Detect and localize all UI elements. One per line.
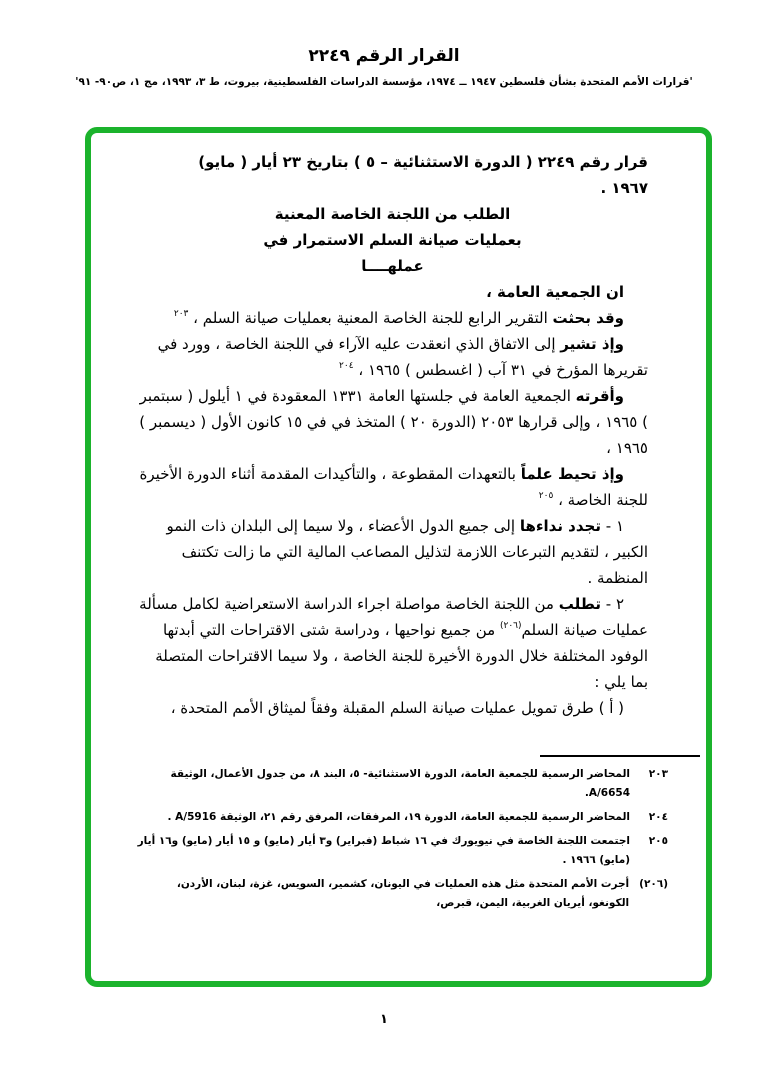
footnote-item	[137, 765, 668, 803]
footnote-reference: ٢٠٤	[339, 361, 354, 371]
resolution-content	[91, 133, 706, 913]
text-segment: ١ -	[600, 517, 624, 535]
page-title: القرار الرقم ٢٢٤٩	[308, 46, 460, 66]
text-segment: الجمعية العامة في جلستها العامة ١٣٣١ المعقودة في ١ أيلول ( سبتمبر ) ١٩٦٥ ، وإلى قرارها ٢٠٥٣ (الدورة ٢٠ ) المتخذ في في ١٥ كانون الأول ( ديسمبر ) ١٩٦٥ ،	[139, 387, 648, 457]
page-number: ١	[380, 1012, 388, 1027]
footnote-item	[137, 832, 668, 870]
text-segment: التقرير الرابع للجنة الخاصة المعنية بعمليات صيانة السلم ،	[188, 309, 553, 327]
footnote-text: المحاضر الرسمية للجمعية العامة، الدورة الاستثنائية- ٥، البند ٨، من جدول الأعمال، الوثيقة A/6654.	[170, 768, 630, 799]
footnote-number: ٢٠٤	[648, 811, 668, 823]
resolution-box	[85, 127, 712, 987]
footnotes-section	[137, 765, 668, 913]
footnote-reference: ٢٠٥	[538, 491, 554, 501]
footnote-separator	[540, 755, 700, 757]
footnote-item	[137, 875, 668, 913]
footnote-reference: (٢٠٦)	[499, 621, 522, 631]
text-segment: ٢ -	[600, 595, 624, 613]
body-paragraph	[137, 513, 648, 591]
text-segment-bold: تجدد نداءها	[519, 517, 601, 535]
footnote-text: المحاضر الرسمية للجمعية العامة، الدورة ١٩، المرفقات، المرفق رقم ٢١، الوثيقة A/5916 .	[167, 811, 630, 823]
text-segment-bold: وقد بحثت	[552, 309, 624, 327]
footnote-number: ٢٠٥	[648, 835, 668, 847]
footnote-item	[137, 808, 668, 827]
text-segment-bold: ان الجمعية العامة ،	[486, 283, 624, 301]
body-paragraph	[137, 305, 648, 331]
footnote-reference: ٢٠٣	[173, 309, 189, 319]
subject-line: بعمليات صيانة السلم الاستمرار في	[263, 231, 522, 249]
text-segment: إلى جميع الدول الأعضاء ، ولا سيما إلى البلدان ذات النمو الكبير ، لتقديم التبرعات اللازمة لتذليل المصاعب المالية التي ما زالت تكتنف المنظمة .	[166, 517, 648, 587]
body-paragraph	[137, 591, 648, 695]
text-segment-bold: وأقرته	[575, 387, 624, 405]
source-citation: 'قرارات الأمم المتحدة بشأن فلسطين ١٩٤٧ ــ ١٩٧٤، مؤسسة الدراسات الفلسطينية، بيروت، ط ٣، ١٩٩٣، مج ١، ص٩٠- ٩١'	[75, 76, 693, 88]
text-segment: من اللجنة الخاصة مواصلة اجراء الدراسة الاستعراضية لكامل مسألة عمليات صيانة السلم	[139, 595, 648, 639]
body-paragraph	[137, 331, 648, 383]
subject-line: عملهــــا	[361, 257, 424, 275]
footnote-text: اجتمعت اللجنة الخاصة في نيويورك في ١٦ شباط (فبراير) و٣ أيار (مايو) و ١٥ أيار (مايو) و١٦ أيار (مايو) ١٩٦٦ .	[137, 835, 630, 866]
heading-line: قرار رقم ٢٢٤٩ ( الدورة الاستثنائية – ٥ ) بتاريخ ٢٣ أيار ( مايو)	[198, 153, 648, 171]
body-paragraph	[137, 695, 648, 721]
footnote-number: ٢٠٣	[648, 768, 668, 780]
resolution-body	[137, 279, 648, 721]
footnote-number: (٢٠٦)	[639, 878, 668, 890]
text-segment: من جميع نواحيها ، ودراسة شتى الاقتراحات التي أبدتها الوفود المختلفة خلال الدورة الأخيرة للجنة الخاصة ، ولا سيما الاقتراحات المتصلة بما يلي :	[155, 621, 648, 691]
body-paragraph	[137, 383, 648, 461]
body-paragraph	[137, 461, 648, 513]
text-segment-bold: تطلب	[558, 595, 601, 613]
text-segment-bold: وإذ تشير	[560, 335, 624, 353]
resolution-heading	[137, 149, 648, 201]
footnote-text: أجرت الأمم المتحدة مثل هذه العمليات في اليونان، كشمير، السويس، غزة، لبنان، الأردن، الكونغو، أيريان الغربية، اليمن، قبرص،	[176, 878, 630, 909]
heading-line: ١٩٦٧ .	[600, 179, 648, 197]
text-segment: إلى الاتفاق الذي انعقدت عليه الآراء في اللجنة الخاصة ، وورد في تقريرها المؤرخ في ٣١ آب ( اغسطس ) ١٩٦٥ ،	[157, 335, 648, 379]
body-paragraph	[137, 279, 648, 305]
subject-line: الطلب من اللجنة الخاصة المعنية	[274, 205, 511, 223]
text-segment: ( أ ) طرق تمويل عمليات صيانة السلم المقبلة وفقاً لميثاق الأمم المتحدة ،	[170, 699, 624, 717]
resolution-subject	[137, 201, 648, 279]
text-segment: بالتعهدات المقطوعة ، والتأكيدات المقدمة أثناء الدورة الأخيرة للجنة الخاصة ،	[139, 465, 648, 509]
text-segment-bold: وإذ تحيط علماً	[520, 465, 624, 483]
